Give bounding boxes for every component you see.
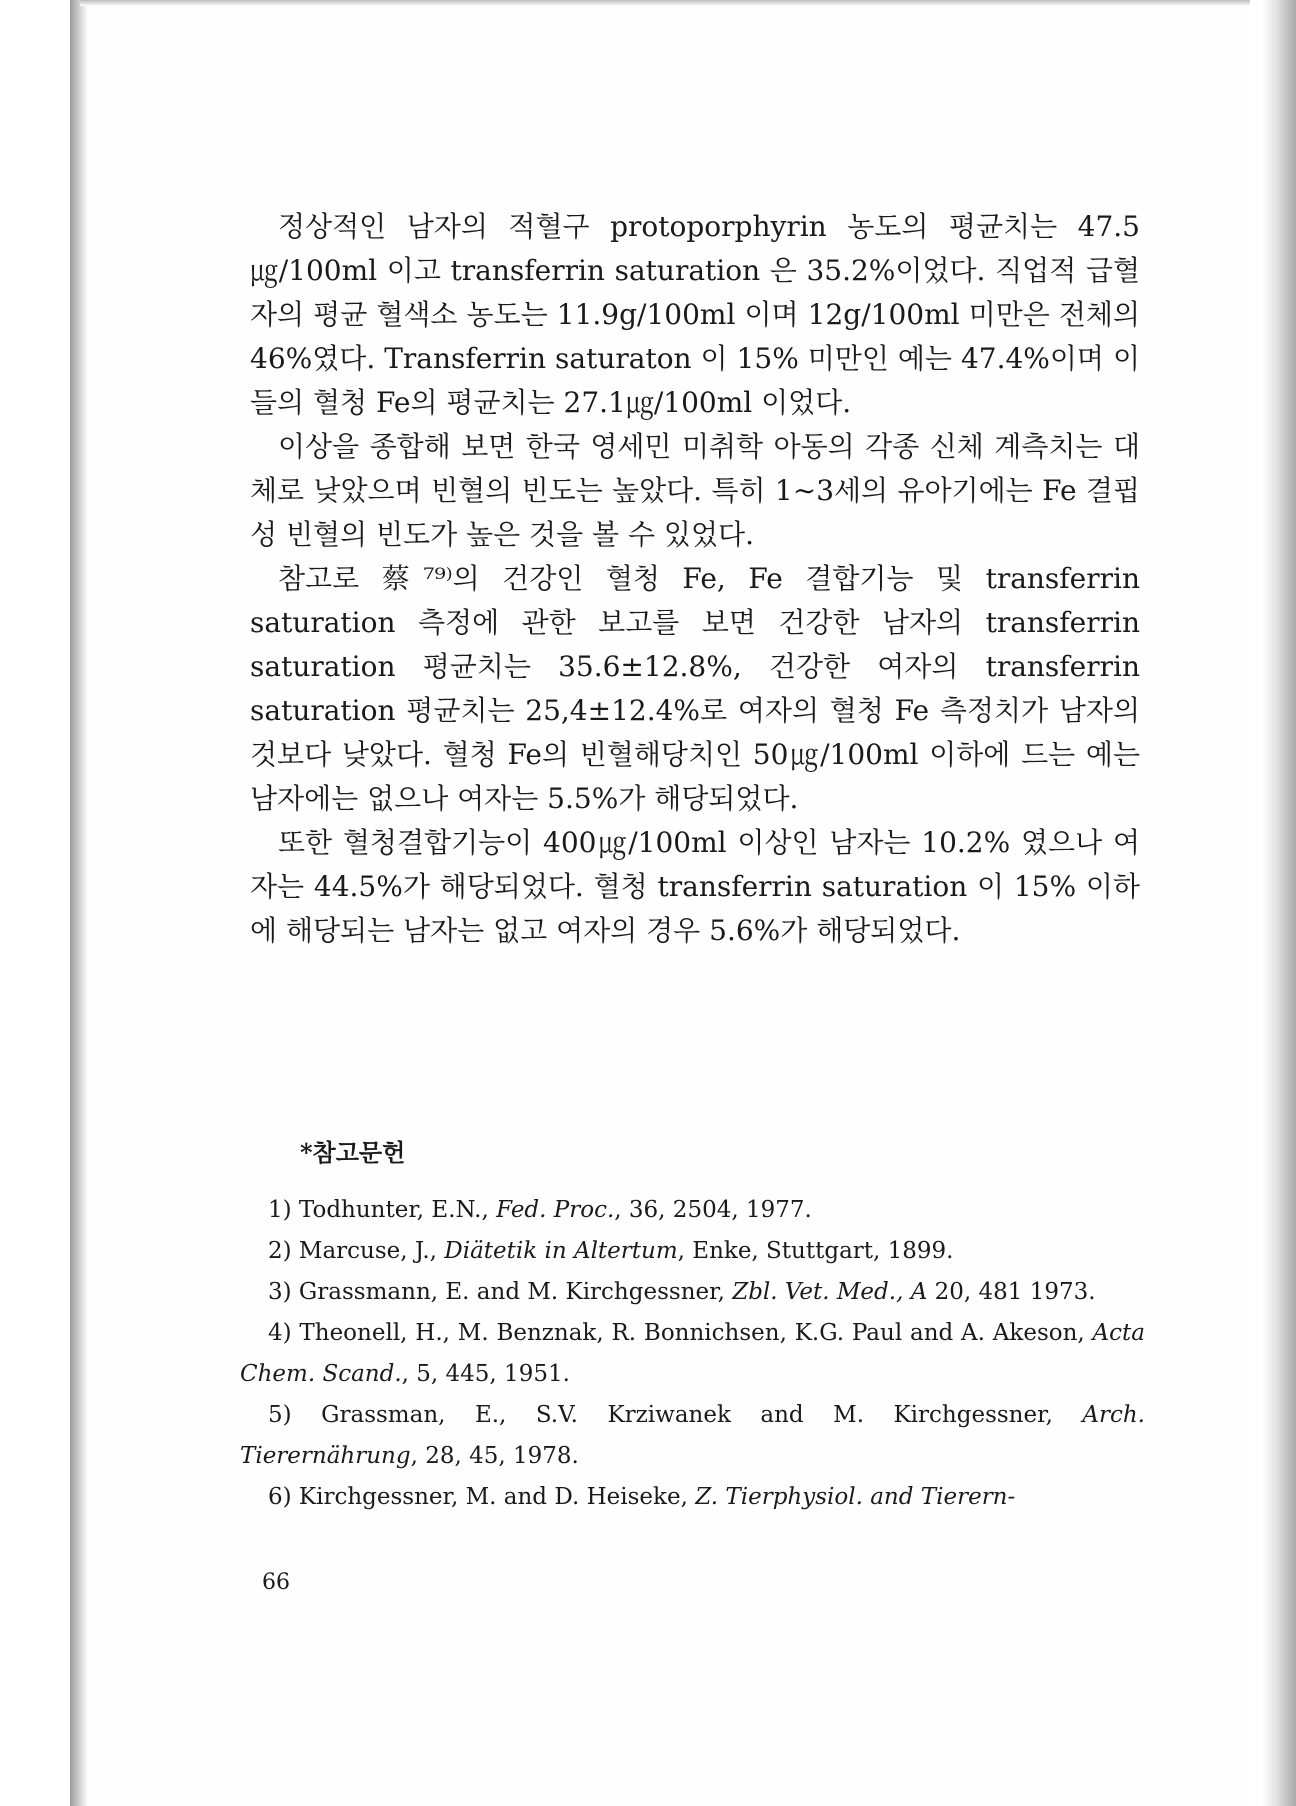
reference-number: 5) — [268, 1402, 292, 1428]
reference-number: 4) — [268, 1320, 292, 1346]
reference-authors: Grassmann, E. and M. Kirchgessner, — [298, 1279, 733, 1305]
paragraph-2: 이상을 종합해 보면 한국 영세민 미취학 아동의 각종 신체 계측치는 대체로 낮았으며 빈혈의 빈도는 높았다. 특히 1∼3세의 유아기에는 Fe 결핍성 빈혈의 빈도가 높은 것을 볼 수 있었다. — [250, 430, 1140, 551]
reference-list — [240, 1190, 1145, 1518]
reference-authors: Todhunter, E.N., — [298, 1197, 497, 1223]
page-right-edge — [1262, 0, 1296, 1806]
page-binding-shadow — [70, 0, 88, 1806]
references-heading: *참고문헌 — [300, 1138, 406, 1167]
reference-authors: Kirchgessner, M. and D. Heiseke, — [298, 1484, 696, 1510]
reference-number: 3) — [268, 1279, 292, 1305]
reference-journal: Fed. Proc. — [496, 1197, 615, 1223]
paragraph-1: 정상적인 남자의 적혈구 protoporphyrin 농도의 평균치는 47.5㎍/100ml 이고 transferrin saturation 은 35.2%이었다. 직업적 급혈자의 평균 혈색소 농도는 11.9g/100ml 이며 12g/100ml 미만은 전체의 46%였다. Transferrin saturaton 이 15% 미만인 예는 47.4%이며 이들의 혈청 Fe의 평균치는 27.1㎍/100ml 이었다. — [250, 210, 1140, 419]
reference-item — [240, 1272, 1145, 1313]
reference-authors: Grassman, E., S.V. Krziwanek and M. Kirchgessner, — [321, 1402, 1083, 1428]
reference-journal: Zbl. Vet. Med., A — [732, 1279, 928, 1305]
reference-item — [240, 1395, 1145, 1477]
body-text — [250, 205, 1140, 953]
reference-details: , 5, 445, 1951. — [401, 1361, 570, 1387]
reference-authors: Marcuse, J., — [298, 1238, 445, 1264]
reference-journal: Arch. Tierernährung — [240, 1402, 1145, 1469]
paragraph-4: 또한 혈청결합기능이 400㎍/100ml 이상인 남자는 10.2% 였으나 여자는 44.5%가 해당되었다. 혈청 transferrin saturation 이 15% 이하에 해당되는 남자는 없고 여자의 경우 5.6%가 해당되었다. — [250, 826, 1140, 947]
reference-details: 20, 481 1973. — [927, 1279, 1096, 1305]
reference-journal: Acta Chem. Scand. — [240, 1320, 1145, 1387]
reference-item — [240, 1231, 1145, 1272]
reference-details: , 28, 45, 1978. — [410, 1443, 579, 1469]
reference-details: , Enke, Stuttgart, 1899. — [677, 1238, 954, 1264]
reference-journal: Z. Tierphysiol. and Tierern- — [695, 1484, 1016, 1510]
reference-number: 1) — [268, 1197, 292, 1223]
reference-item — [240, 1477, 1145, 1518]
reference-item — [240, 1313, 1145, 1395]
page-number: 66 — [262, 1570, 290, 1595]
reference-item — [240, 1190, 1145, 1231]
paragraph-3: 참고로 蔡⁷⁹⁾의 건강인 혈청 Fe, Fe 결합기능 및 transferrin saturation 측정에 관한 보고를 보면 건강한 남자의 transferrin saturation 평균치는 35.6±12.8%, 건강한 여자의 transferrin saturation 평균치는 25,4±12.4%로 여자의 혈청 Fe 측정치가 남자의 것보다 낮았다. 혈청 Fe의 빈혈해당치인 50㎍/100ml 이하에 드는 예는 남자에는 없으나 여자는 5.5%가 해당되었다. — [250, 562, 1140, 815]
reference-journal: Diätetik in Altertum — [444, 1238, 678, 1264]
reference-details: , 36, 2504, 1977. — [614, 1197, 812, 1223]
reference-number: 6) — [268, 1484, 292, 1510]
reference-number: 2) — [268, 1238, 292, 1264]
reference-authors: Theonell, H., M. Benznak, R. Bonnichsen, K.G. Paul and A. Akeson, — [299, 1320, 1093, 1346]
